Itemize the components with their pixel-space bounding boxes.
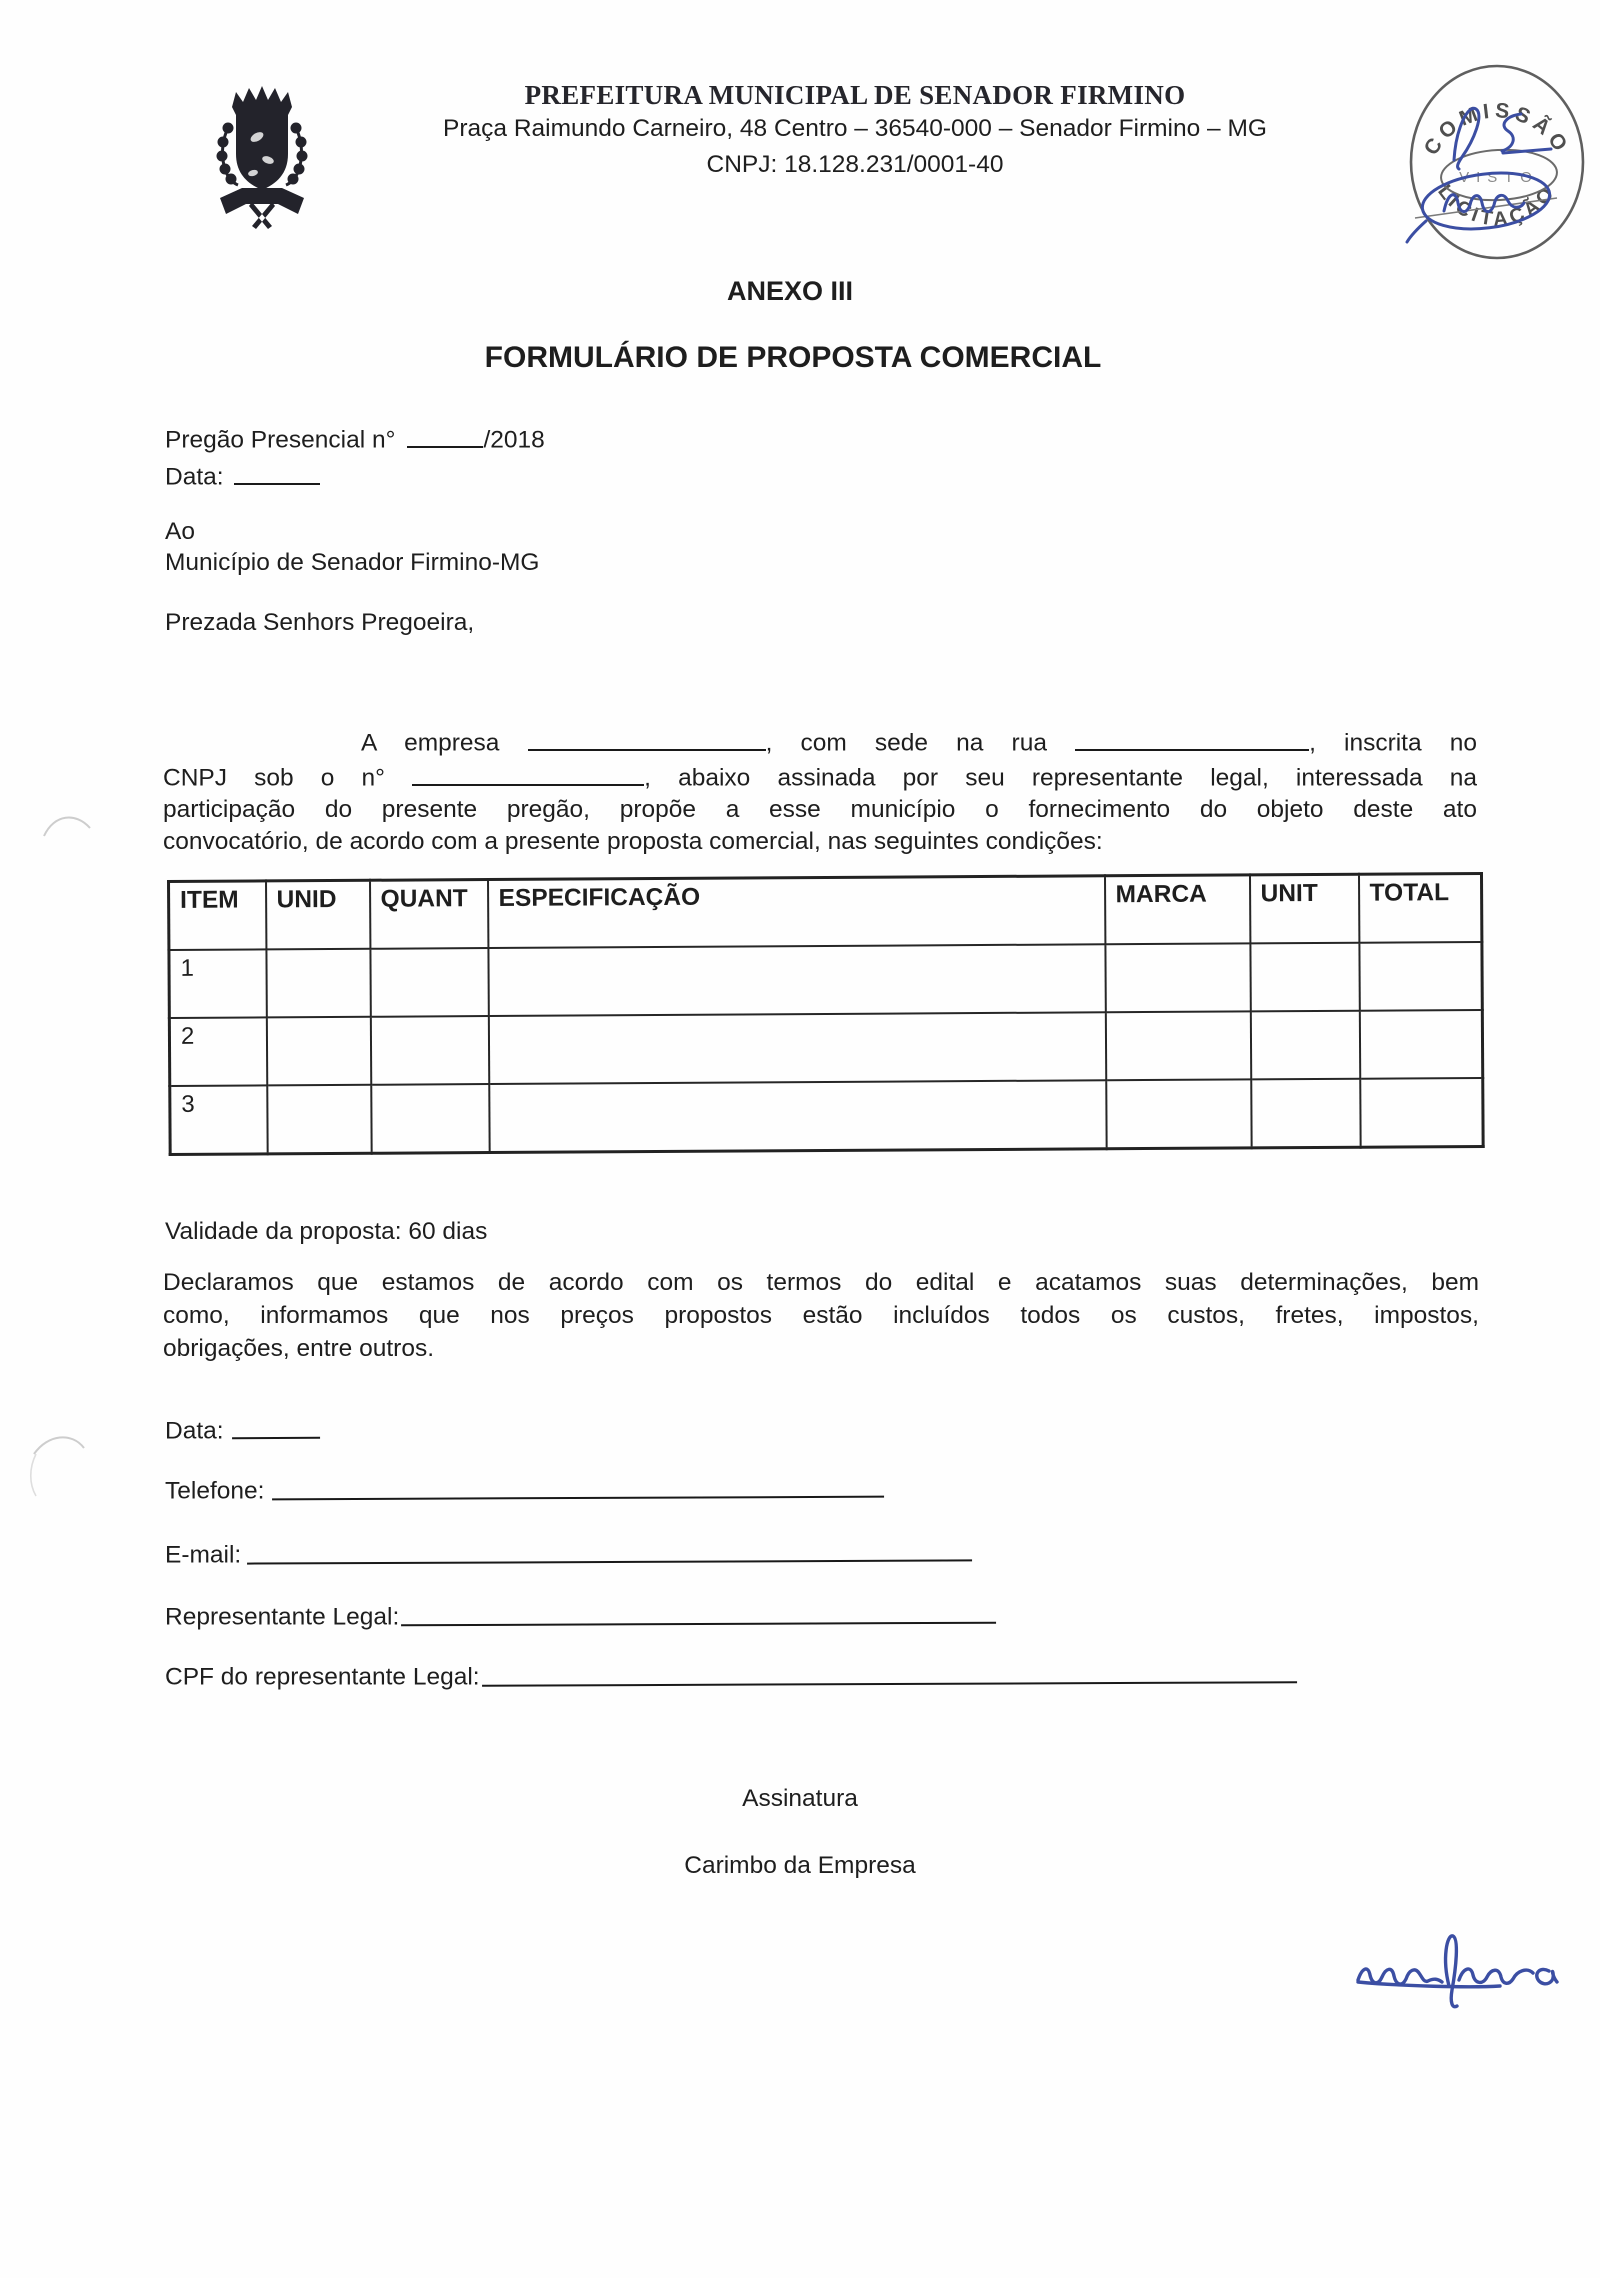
crossed-sticks (249, 202, 275, 229)
cell-unid (267, 1085, 371, 1154)
annex-title: ANEXO III (726, 276, 854, 306)
form-title: FORMULÁRIO DE PROPOSTA COMERCIAL (484, 341, 1102, 374)
pregao-label: Pregão Presencial n° (165, 426, 396, 454)
addressee-block (165, 516, 539, 578)
col-header-item: ITEM (169, 881, 266, 950)
organization-address: Praça Raimundo Carneiro, 48 Centro – 36540-000 – Senador Firmino – MG (443, 115, 1267, 142)
cell-especificacao (488, 944, 1105, 1016)
field-date (165, 1412, 320, 1447)
col-header-total: TOTAL (1358, 873, 1481, 942)
ribbon-shape (220, 188, 304, 214)
letterhead (310, 80, 1400, 183)
items-table-wrapper (167, 872, 1485, 1156)
cell-marca (1105, 1011, 1250, 1080)
paragraph-seg-cnpj: CNPJ sob o n° (163, 764, 385, 792)
date-line-top (165, 458, 320, 493)
declaration-line-1: Declaramos que estamos de acordo com os termos do edital e acatamos suas determinações, bem (163, 1269, 1479, 1296)
field-date-label: Data: (165, 1417, 224, 1445)
municipal-coat-of-arms-logo (216, 80, 308, 232)
stamp-center-text: VISTO (1459, 169, 1539, 186)
field-email-label: E-mail: (165, 1541, 242, 1569)
addressee-line1: Ao (165, 518, 195, 545)
date-label-top: Data: (165, 463, 224, 491)
col-header-unit: UNIT (1249, 874, 1358, 943)
cell-item-number: 3 (170, 1085, 267, 1154)
col-header-unid: UNID (266, 880, 370, 949)
cell-total (1360, 1078, 1483, 1147)
field-legal-representative-line (401, 1597, 996, 1626)
paragraph-line-3: participação do presente pregão, propõe a esse município o fornecimento do objeto deste ato (163, 796, 1477, 823)
field-email (165, 1536, 972, 1571)
cell-unit (1250, 1011, 1359, 1080)
col-header-marca: MARCA (1104, 875, 1249, 944)
committee-round-stamp (1402, 58, 1594, 270)
street-blank (1075, 724, 1309, 751)
cell-marca (1105, 943, 1250, 1012)
cell-total (1359, 1010, 1482, 1079)
cell-especificacao (488, 1012, 1105, 1084)
shield-shape (236, 113, 288, 190)
addressee-line2: Município de Senador Firmino-MG (165, 549, 540, 576)
paragraph-seg-inscrita: , inscrita no (1309, 729, 1477, 757)
cell-unid (266, 949, 370, 1018)
handwritten-signature-ink (1350, 1926, 1565, 2016)
declaration-line-2: como, informamos que nos preços propostos estão incluídos todos os custos, fretes, impostos, (163, 1302, 1479, 1329)
items-table (167, 872, 1485, 1156)
cnpj-blank (412, 759, 644, 786)
validity-line: Validade da proposta: 60 dias (165, 1218, 488, 1245)
cell-total (1359, 942, 1482, 1011)
cell-unit (1250, 943, 1359, 1012)
paragraph-seg-legal: , abaixo assinada por seu representante legal, interessada na (644, 764, 1477, 792)
organization-name: PREFEITURA MUNICIPAL DE SENADOR FIRMINO (524, 80, 1186, 110)
stamp-arc-bottom-text: LICITAÇÃO (1433, 180, 1561, 231)
col-header-especificacao: ESPECIFICAÇÃO (488, 876, 1105, 948)
cell-marca (1106, 1079, 1251, 1148)
cell-quant (370, 1016, 488, 1085)
scan-artifact (24, 1422, 94, 1502)
salutation: Prezada Senhors Pregoeira, (165, 609, 475, 636)
scan-artifact (38, 806, 102, 850)
table-row (169, 942, 1482, 1018)
table-header-row (169, 873, 1482, 950)
company-name-blank (528, 724, 766, 751)
cell-item-number: 1 (169, 949, 266, 1018)
field-cpf-line (482, 1656, 1297, 1686)
cell-unid (266, 1017, 370, 1086)
date-blank-top (234, 458, 320, 485)
stamp-arc-top-text: COMISSÃO (1419, 99, 1575, 160)
field-phone-line (272, 1471, 884, 1500)
pregao-year: /2018 (483, 426, 545, 454)
field-date-line (232, 1412, 320, 1439)
cell-quant (371, 1084, 489, 1153)
crown-shape (232, 86, 292, 115)
proposal-intro-paragraph (163, 724, 1477, 857)
paragraph-seg-company: A empresa (361, 729, 500, 757)
organization-cnpj: CNPJ: 18.128.231/0001-40 (706, 151, 1004, 178)
field-email-line (247, 1534, 972, 1564)
paragraph-line-1 (163, 724, 1477, 759)
cell-unit (1251, 1079, 1360, 1148)
cell-item-number: 2 (169, 1017, 266, 1086)
pregao-number-line (165, 421, 545, 456)
declaration-paragraph (163, 1266, 1479, 1365)
paragraph-line-4: convocatório, de acordo com a presente proposta comercial, nas seguintes condições: (163, 827, 1103, 855)
field-cpf-label: CPF do representante Legal: (165, 1663, 480, 1691)
declaration-line-3: obrigações, entre outros. (163, 1335, 435, 1362)
field-phone (165, 1472, 884, 1507)
field-legal-representative (165, 1598, 996, 1633)
field-legal-representative-label: Representante Legal: (165, 1603, 400, 1631)
cell-quant (370, 948, 488, 1017)
table-row (169, 1010, 1482, 1086)
field-phone-label: Telefone: (165, 1477, 265, 1505)
signature-caption: Assinatura (742, 1785, 858, 1812)
field-cpf (165, 1658, 1297, 1693)
cell-especificacao (489, 1080, 1106, 1152)
paragraph-seg-address: , com sede na rua (765, 729, 1047, 757)
table-row (170, 1078, 1483, 1155)
pregao-number-blank (407, 421, 483, 448)
company-stamp-caption: Carimbo da Empresa (684, 1852, 916, 1879)
col-header-quant: QUANT (370, 880, 488, 949)
paragraph-line-2 (163, 759, 1477, 794)
